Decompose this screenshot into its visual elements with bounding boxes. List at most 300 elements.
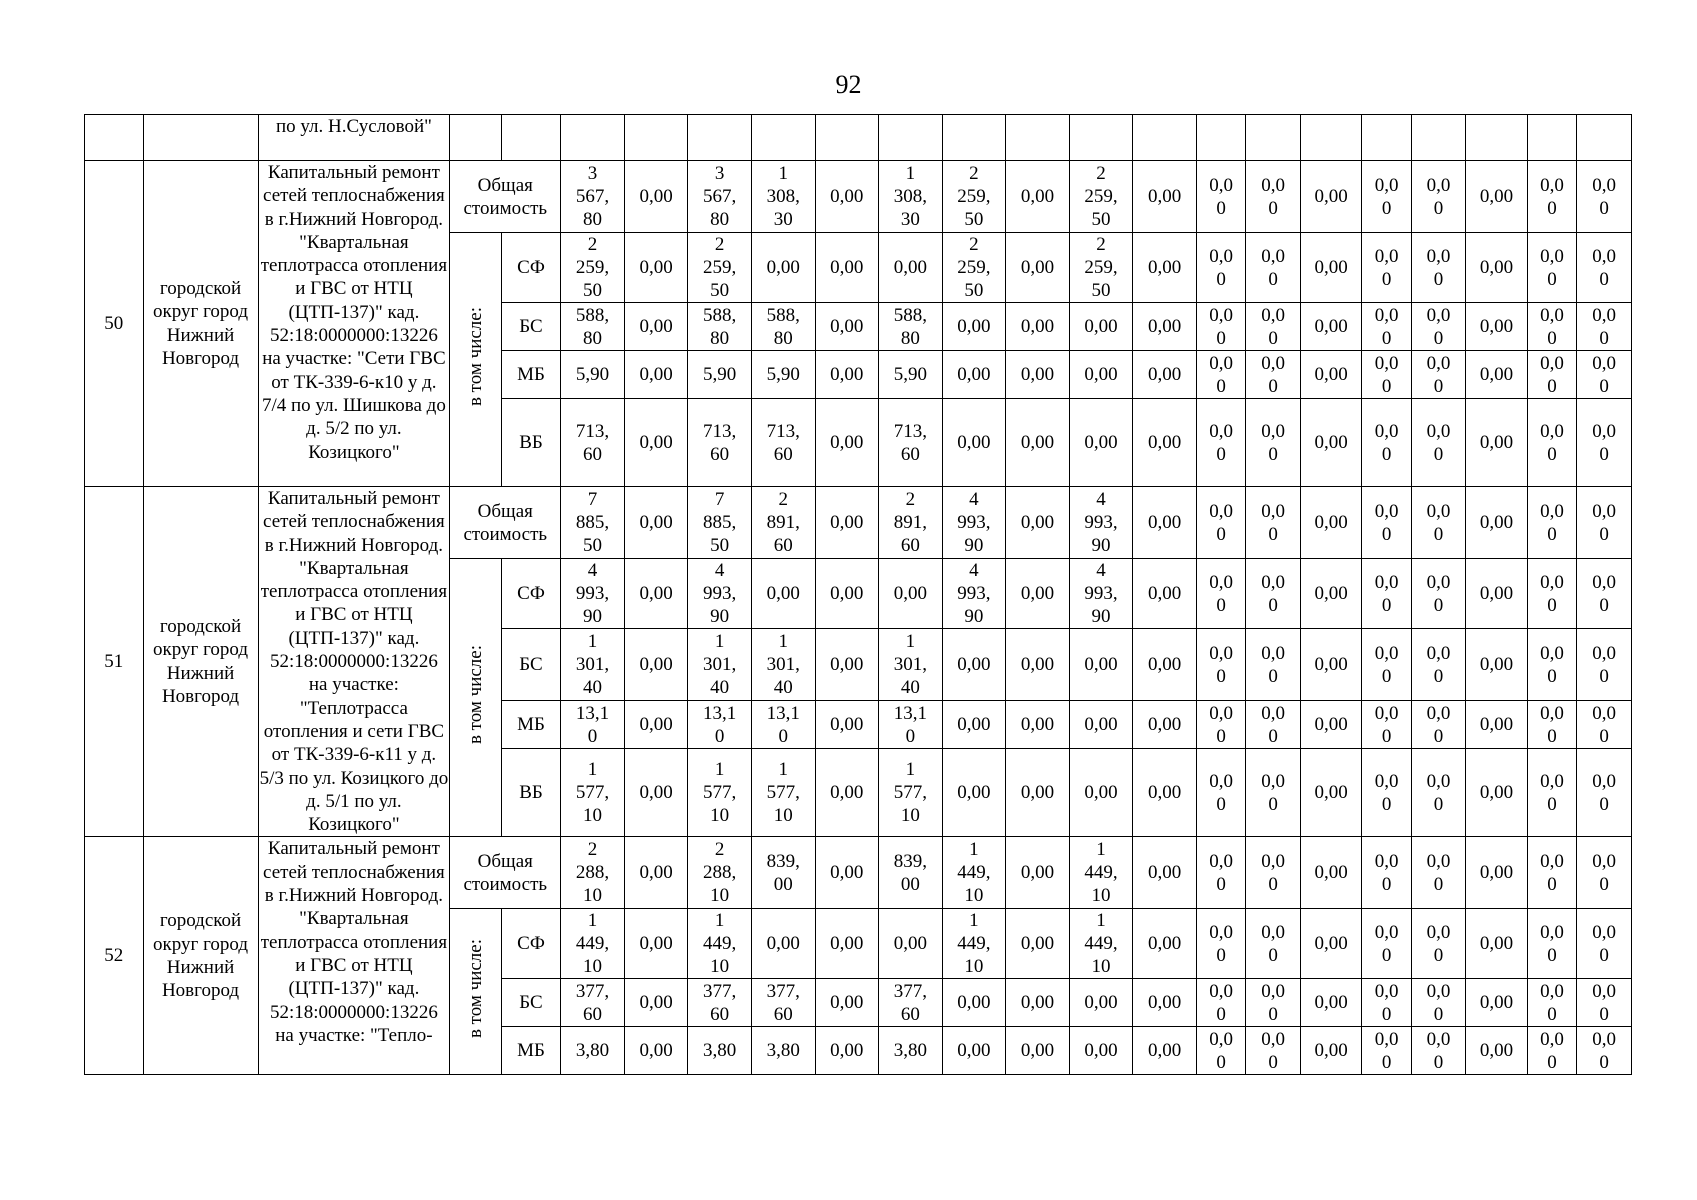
municipality-cell: городской округ город Нижний Новгород <box>143 161 258 487</box>
value-cell: 0,0 0 <box>1196 303 1245 351</box>
value-cell: 1 449, 10 <box>942 837 1006 909</box>
value-cell: 0,0 0 <box>1246 233 1300 303</box>
value-cell: 0,00 <box>1006 837 1070 909</box>
empty-cell <box>1069 115 1133 161</box>
value-cell: 0,00 <box>815 487 879 559</box>
value-cell: 5,90 <box>751 351 815 399</box>
empty-cell <box>751 115 815 161</box>
empty-cell <box>1466 115 1528 161</box>
value-cell: 2 259, 50 <box>942 233 1006 303</box>
value-cell: 0,0 0 <box>1577 559 1632 629</box>
budget-table <box>84 114 1632 1075</box>
source-label: СФ <box>501 559 561 629</box>
source-label: БС <box>501 629 561 701</box>
value-cell: 1 577, 10 <box>561 749 625 837</box>
value-cell: 0,00 <box>1466 351 1528 399</box>
value-cell: 1 308, 30 <box>751 161 815 233</box>
value-cell: 0,0 0 <box>1527 303 1576 351</box>
total-cost-label: Общая стоимость <box>450 837 561 909</box>
value-cell: 0,00 <box>1300 351 1362 399</box>
value-cell: 0,00 <box>1466 161 1528 233</box>
value-cell: 0,0 0 <box>1527 399 1576 487</box>
value-cell: 0,00 <box>1006 909 1070 979</box>
value-cell: 0,0 0 <box>1362 559 1411 629</box>
value-cell: 0,00 <box>1466 487 1528 559</box>
value-cell: 0,00 <box>815 979 879 1027</box>
value-cell: 0,00 <box>1300 701 1362 749</box>
value-cell: 0,00 <box>1133 701 1197 749</box>
value-cell: 0,00 <box>1300 979 1362 1027</box>
incl-label-cell <box>450 233 501 487</box>
continuation-row <box>85 115 1632 161</box>
value-cell: 1 577, 10 <box>688 749 752 837</box>
value-cell: 0,00 <box>815 1027 879 1075</box>
value-cell: 0,0 0 <box>1362 629 1411 701</box>
incl-label: в том числе: <box>465 645 486 745</box>
value-cell: 0,00 <box>942 701 1006 749</box>
value-cell: 3,80 <box>561 1027 625 1075</box>
value-cell: 0,0 0 <box>1246 701 1300 749</box>
source-label: СФ <box>501 233 561 303</box>
value-cell: 0,00 <box>879 909 943 979</box>
value-cell: 0,0 0 <box>1411 979 1465 1027</box>
value-cell: 0,0 0 <box>1527 701 1576 749</box>
value-cell: 0,00 <box>1466 749 1528 837</box>
value-cell: 0,00 <box>751 559 815 629</box>
value-cell: 0,0 0 <box>1527 487 1576 559</box>
value-cell: 0,0 0 <box>1527 749 1576 837</box>
value-cell: 0,00 <box>1069 303 1133 351</box>
value-cell: 7 885, 50 <box>688 487 752 559</box>
value-cell: 1 577, 10 <box>751 749 815 837</box>
value-cell: 0,00 <box>942 1027 1006 1075</box>
value-cell: 0,00 <box>815 303 879 351</box>
value-cell: 0,0 0 <box>1527 1027 1576 1075</box>
value-cell: 0,00 <box>1069 749 1133 837</box>
value-cell: 0,00 <box>1300 161 1362 233</box>
value-cell: 0,0 0 <box>1246 909 1300 979</box>
value-cell: 0,00 <box>815 629 879 701</box>
value-cell: 0,0 0 <box>1577 161 1632 233</box>
value-cell: 4 993, 90 <box>688 559 752 629</box>
value-cell: 0,0 0 <box>1577 837 1632 909</box>
value-cell: 0,00 <box>1466 701 1528 749</box>
value-cell: 13,1 0 <box>688 701 752 749</box>
value-cell: 0,00 <box>942 979 1006 1027</box>
value-cell: 0,0 0 <box>1411 837 1465 909</box>
source-label: БС <box>501 979 561 1027</box>
value-cell: 588, 80 <box>688 303 752 351</box>
value-cell: 0,00 <box>1006 161 1070 233</box>
value-cell: 0,00 <box>1466 1027 1528 1075</box>
value-cell: 0,0 0 <box>1246 749 1300 837</box>
value-cell: 0,0 0 <box>1196 749 1245 837</box>
value-cell: 0,0 0 <box>1527 351 1576 399</box>
value-cell: 0,00 <box>1133 1027 1197 1075</box>
value-cell: 0,0 0 <box>1246 351 1300 399</box>
value-cell: 0,0 0 <box>1577 749 1632 837</box>
value-cell: 0,0 0 <box>1362 701 1411 749</box>
value-cell: 0,00 <box>1133 837 1197 909</box>
empty-cell <box>624 115 688 161</box>
value-cell: 0,00 <box>1300 487 1362 559</box>
value-cell: 0,0 0 <box>1246 161 1300 233</box>
value-cell: 0,00 <box>1466 837 1528 909</box>
value-cell: 0,00 <box>1300 559 1362 629</box>
value-cell: 0,0 0 <box>1196 629 1245 701</box>
value-cell: 377, 60 <box>879 979 943 1027</box>
municipality-cell: городской округ город Нижний Новгород <box>143 487 258 837</box>
value-cell: 0,00 <box>1466 399 1528 487</box>
value-cell: 0,0 0 <box>1527 837 1576 909</box>
value-cell: 3,80 <box>688 1027 752 1075</box>
value-cell: 4 993, 90 <box>942 559 1006 629</box>
value-cell: 2 259, 50 <box>942 161 1006 233</box>
value-cell: 0,00 <box>1300 749 1362 837</box>
value-cell: 0,00 <box>942 399 1006 487</box>
value-cell: 0,00 <box>942 303 1006 351</box>
value-cell: 1 577, 10 <box>879 749 943 837</box>
value-cell: 0,00 <box>1006 233 1070 303</box>
value-cell: 0,00 <box>1069 1027 1133 1075</box>
value-cell: 0,0 0 <box>1411 303 1465 351</box>
value-cell: 0,00 <box>1006 629 1070 701</box>
value-cell: 0,0 0 <box>1527 979 1576 1027</box>
incl-label-cell <box>450 559 501 837</box>
value-cell: 0,0 0 <box>1246 303 1300 351</box>
source-label: МБ <box>501 1027 561 1075</box>
item-number-cell: 52 <box>85 837 144 1075</box>
empty-cell <box>815 115 879 161</box>
value-cell: 0,00 <box>1133 629 1197 701</box>
value-cell: 0,0 0 <box>1411 487 1465 559</box>
value-cell: 0,00 <box>1133 909 1197 979</box>
value-cell: 1 449, 10 <box>561 909 625 979</box>
empty-cell <box>942 115 1006 161</box>
value-cell: 0,00 <box>942 749 1006 837</box>
value-cell: 0,00 <box>1006 701 1070 749</box>
value-cell: 0,00 <box>624 233 688 303</box>
value-cell: 0,0 0 <box>1577 487 1632 559</box>
value-cell: 839, 00 <box>751 837 815 909</box>
value-cell: 0,0 0 <box>1196 487 1245 559</box>
value-cell: 0,0 0 <box>1527 909 1576 979</box>
value-cell: 588, 80 <box>561 303 625 351</box>
value-cell: 0,0 0 <box>1577 979 1632 1027</box>
value-cell: 13,1 0 <box>879 701 943 749</box>
value-cell: 0,0 0 <box>1411 559 1465 629</box>
value-cell: 0,0 0 <box>1246 559 1300 629</box>
value-cell: 0,00 <box>624 487 688 559</box>
source-label: СФ <box>501 909 561 979</box>
empty-cell <box>879 115 943 161</box>
value-cell: 4 993, 90 <box>1069 559 1133 629</box>
empty-cell <box>1133 115 1197 161</box>
value-cell: 0,00 <box>1300 303 1362 351</box>
value-cell: 0,00 <box>1006 399 1070 487</box>
municipality-cell <box>143 115 258 161</box>
value-cell: 0,0 0 <box>1196 701 1245 749</box>
value-cell: 0,0 0 <box>1411 701 1465 749</box>
value-cell: 0,00 <box>624 749 688 837</box>
value-cell: 0,00 <box>942 629 1006 701</box>
value-cell: 0,00 <box>1300 837 1362 909</box>
value-cell: 5,90 <box>688 351 752 399</box>
item-number-cell: 51 <box>85 487 144 837</box>
value-cell: 1 301, 40 <box>879 629 943 701</box>
empty-cell <box>501 115 561 161</box>
value-cell: 1 449, 10 <box>1069 909 1133 979</box>
value-cell: 0,00 <box>1300 399 1362 487</box>
value-cell: 7 885, 50 <box>561 487 625 559</box>
value-cell: 2 891, 60 <box>879 487 943 559</box>
value-cell: 0,00 <box>624 399 688 487</box>
value-cell: 0,00 <box>624 909 688 979</box>
value-cell: 2 259, 50 <box>561 233 625 303</box>
value-cell: 0,0 0 <box>1527 161 1576 233</box>
value-cell: 0,00 <box>1466 303 1528 351</box>
value-cell: 0,0 0 <box>1527 629 1576 701</box>
empty-cell <box>561 115 625 161</box>
value-cell: 0,00 <box>1300 909 1362 979</box>
value-cell: 0,00 <box>1466 559 1528 629</box>
empty-cell <box>1411 115 1465 161</box>
value-cell: 1 301, 40 <box>561 629 625 701</box>
value-cell: 0,00 <box>624 559 688 629</box>
value-cell: 377, 60 <box>751 979 815 1027</box>
value-cell: 0,00 <box>815 837 879 909</box>
value-cell: 0,0 0 <box>1362 749 1411 837</box>
value-cell: 1 301, 40 <box>688 629 752 701</box>
value-cell: 0,00 <box>1133 979 1197 1027</box>
value-cell: 0,00 <box>815 161 879 233</box>
value-cell: 0,00 <box>624 351 688 399</box>
value-cell: 0,0 0 <box>1411 161 1465 233</box>
value-cell: 0,00 <box>815 749 879 837</box>
value-cell: 0,00 <box>1069 979 1133 1027</box>
value-cell: 3,80 <box>751 1027 815 1075</box>
value-cell: 0,00 <box>942 351 1006 399</box>
incl-label: в том числе: <box>465 939 486 1039</box>
value-cell: 0,00 <box>815 399 879 487</box>
value-cell: 0,0 0 <box>1196 559 1245 629</box>
value-cell: 0,00 <box>1133 749 1197 837</box>
value-cell: 2 288, 10 <box>688 837 752 909</box>
value-cell: 0,00 <box>815 701 879 749</box>
value-cell: 0,00 <box>751 233 815 303</box>
value-cell: 0,0 0 <box>1411 233 1465 303</box>
value-cell: 0,0 0 <box>1196 399 1245 487</box>
value-cell: 0,0 0 <box>1246 979 1300 1027</box>
value-cell: 3 567, 80 <box>688 161 752 233</box>
value-cell: 2 288, 10 <box>561 837 625 909</box>
incl-label-cell <box>450 909 501 1075</box>
value-cell: 0,0 0 <box>1246 1027 1300 1075</box>
value-cell: 0,0 0 <box>1577 351 1632 399</box>
value-cell: 377, 60 <box>561 979 625 1027</box>
value-cell: 0,00 <box>624 979 688 1027</box>
value-cell: 0,00 <box>1006 351 1070 399</box>
empty-cell <box>1527 115 1576 161</box>
value-cell: 0,0 0 <box>1411 399 1465 487</box>
value-cell: 0,00 <box>1300 629 1362 701</box>
value-cell: 0,0 0 <box>1577 701 1632 749</box>
value-cell: 0,00 <box>624 1027 688 1075</box>
value-cell: 0,00 <box>1466 909 1528 979</box>
value-cell: 1 308, 30 <box>879 161 943 233</box>
empty-cell <box>1577 115 1632 161</box>
value-cell: 3 567, 80 <box>561 161 625 233</box>
value-cell: 0,00 <box>815 559 879 629</box>
value-cell: 713, 60 <box>751 399 815 487</box>
value-cell: 0,00 <box>1133 487 1197 559</box>
value-cell: 0,0 0 <box>1362 399 1411 487</box>
value-cell: 377, 60 <box>688 979 752 1027</box>
value-cell: 0,0 0 <box>1527 559 1576 629</box>
value-cell: 0,00 <box>1069 629 1133 701</box>
value-cell: 0,0 0 <box>1362 233 1411 303</box>
value-cell: 0,0 0 <box>1362 979 1411 1027</box>
value-cell: 0,00 <box>1300 1027 1362 1075</box>
value-cell: 0,0 0 <box>1411 1027 1465 1075</box>
value-cell: 0,0 0 <box>1246 629 1300 701</box>
value-cell: 0,0 0 <box>1411 351 1465 399</box>
value-cell: 588, 80 <box>751 303 815 351</box>
value-cell: 0,0 0 <box>1196 979 1245 1027</box>
value-cell: 2 259, 50 <box>1069 161 1133 233</box>
item-number-cell: 50 <box>85 161 144 487</box>
value-cell: 713, 60 <box>561 399 625 487</box>
page-number: 92 <box>835 70 862 99</box>
value-cell: 0,0 0 <box>1246 487 1300 559</box>
empty-cell <box>1196 115 1245 161</box>
value-cell: 0,0 0 <box>1246 399 1300 487</box>
value-cell: 0,00 <box>1300 233 1362 303</box>
value-cell: 0,0 0 <box>1362 351 1411 399</box>
item-total-row <box>85 837 1632 909</box>
value-cell: 0,00 <box>1133 351 1197 399</box>
value-cell: 2 891, 60 <box>751 487 815 559</box>
value-cell: 0,00 <box>1466 233 1528 303</box>
empty-cell <box>1362 115 1411 161</box>
source-label: МБ <box>501 701 561 749</box>
value-cell: 0,0 0 <box>1196 837 1245 909</box>
source-label: ВБ <box>501 399 561 487</box>
item-total-row <box>85 161 1632 233</box>
value-cell: 0,00 <box>751 909 815 979</box>
value-cell: 0,0 0 <box>1577 909 1632 979</box>
empty-cell <box>1006 115 1070 161</box>
value-cell: 0,00 <box>1133 161 1197 233</box>
value-cell: 0,00 <box>1006 487 1070 559</box>
value-cell: 713, 60 <box>688 399 752 487</box>
value-cell: 0,00 <box>815 233 879 303</box>
empty-cell <box>1246 115 1300 161</box>
value-cell: 0,0 0 <box>1577 1027 1632 1075</box>
value-cell: 0,0 0 <box>1196 351 1245 399</box>
incl-label: в том числе: <box>465 306 486 407</box>
value-cell: 0,0 0 <box>1362 161 1411 233</box>
value-cell: 713, 60 <box>879 399 943 487</box>
value-cell: 0,0 0 <box>1411 749 1465 837</box>
value-cell: 0,00 <box>1069 351 1133 399</box>
value-cell: 0,00 <box>1006 1027 1070 1075</box>
value-cell: 1 449, 10 <box>688 909 752 979</box>
value-cell: 0,0 0 <box>1577 399 1632 487</box>
value-cell: 0,0 0 <box>1196 233 1245 303</box>
value-cell: 0,00 <box>879 559 943 629</box>
value-cell: 3,80 <box>879 1027 943 1075</box>
empty-cell <box>1300 115 1362 161</box>
value-cell: 0,0 0 <box>1362 909 1411 979</box>
value-cell: 1 449, 10 <box>942 909 1006 979</box>
total-cost-label: Общая стоимость <box>450 161 561 233</box>
value-cell: 1 301, 40 <box>751 629 815 701</box>
source-label: БС <box>501 303 561 351</box>
value-cell: 2 259, 50 <box>1069 233 1133 303</box>
value-cell: 0,00 <box>1006 749 1070 837</box>
value-cell: 0,0 0 <box>1362 1027 1411 1075</box>
value-cell: 0,0 0 <box>1411 909 1465 979</box>
value-cell: 0,0 0 <box>1577 303 1632 351</box>
value-cell: 0,0 0 <box>1196 909 1245 979</box>
municipality-cell: городской округ город Нижний Новгород <box>143 837 258 1075</box>
value-cell: 0,00 <box>1466 979 1528 1027</box>
value-cell: 0,00 <box>1133 303 1197 351</box>
value-cell: 0,00 <box>1133 559 1197 629</box>
value-cell: 0,00 <box>1069 701 1133 749</box>
value-cell: 13,1 0 <box>751 701 815 749</box>
value-cell: 0,00 <box>1006 979 1070 1027</box>
value-cell: 0,00 <box>624 161 688 233</box>
value-cell: 0,00 <box>1069 399 1133 487</box>
value-cell: 4 993, 90 <box>942 487 1006 559</box>
value-cell: 0,0 0 <box>1577 629 1632 701</box>
value-cell: 0,00 <box>624 629 688 701</box>
value-cell: 0,00 <box>624 701 688 749</box>
value-cell: 4 993, 90 <box>1069 487 1133 559</box>
source-label: МБ <box>501 351 561 399</box>
total-cost-label: Общая стоимость <box>450 487 561 559</box>
value-cell: 0,00 <box>1133 233 1197 303</box>
value-cell: 588, 80 <box>879 303 943 351</box>
description-cell: по ул. Н.Сусловой" <box>258 115 450 161</box>
item-number-cell <box>85 115 144 161</box>
description-cell: Капитальный ремонт сетей теплоснабжения в г.Нижний Новгород. "Квартальная теплотрасса отопления и ГВС от НТЦ (ЦТП-137)" кад. 52:18:0000000:13226 на участке: "Теплотрасса отопления и сети ГВС от ТК-339-6-к11 у д. 5/3 по ул. Козицкого до д. 5/1 по ул. Козицкого" <box>259 488 449 836</box>
value-cell: 2 259, 50 <box>688 233 752 303</box>
description-cell: Капитальный ремонт сетей теплоснабжения в г.Нижний Новгород. "Квартальная теплотрасса отопления и ГВС от НТЦ (ЦТП-137)" кад. 52:18:0000000:13226 на участке: "Сети ГВС от ТК-339-6-к10 у д. 7/4 по ул. Шишкова до д. 5/2 по ул. Козицкого" <box>258 161 450 487</box>
value-cell: 0,00 <box>1006 559 1070 629</box>
value-cell: 0,0 0 <box>1196 161 1245 233</box>
value-cell: 0,0 0 <box>1362 487 1411 559</box>
value-cell: 5,90 <box>879 351 943 399</box>
value-cell: 13,1 0 <box>561 701 625 749</box>
description-cell: Капитальный ремонт сетей теплоснабжения в г.Нижний Новгород. "Квартальная теплотрасса отопления и ГВС от НТЦ (ЦТП-137)" кад. 52:18:0000000:13226 на участке: "Тепло- <box>258 837 450 1075</box>
value-cell: 0,0 0 <box>1362 303 1411 351</box>
value-cell: 4 993, 90 <box>561 559 625 629</box>
item-total-row <box>85 487 1632 559</box>
empty-cell <box>688 115 752 161</box>
value-cell: 0,00 <box>624 837 688 909</box>
value-cell: 0,00 <box>1133 399 1197 487</box>
value-cell: 0,00 <box>624 303 688 351</box>
value-cell: 0,00 <box>1006 303 1070 351</box>
value-cell: 0,0 0 <box>1411 629 1465 701</box>
value-cell: 0,0 0 <box>1527 233 1576 303</box>
value-cell: 0,00 <box>815 909 879 979</box>
value-cell: 839, 00 <box>879 837 943 909</box>
value-cell: 0,0 0 <box>1577 233 1632 303</box>
